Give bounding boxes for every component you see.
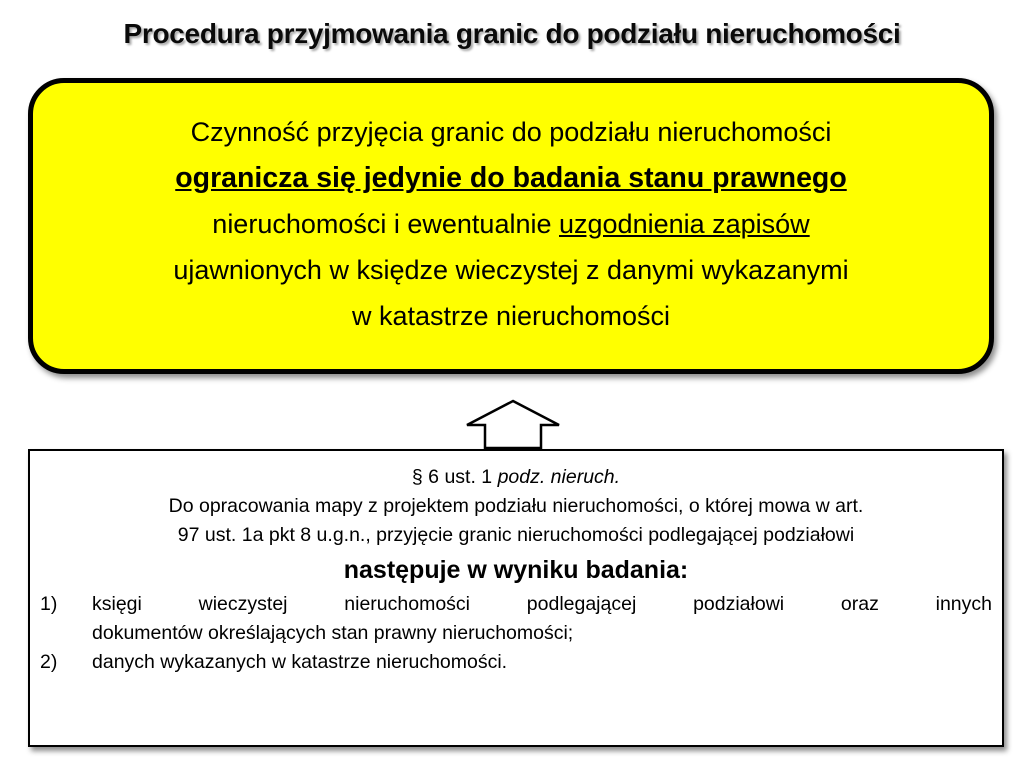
highlight-line-1: Czynność przyjęcia granic do podziału nieruchomości (190, 117, 832, 147)
highlight-line-2 (49, 155, 973, 201)
highlight-line-4: ujawnionych w księdze wieczystej z danymi wykazanymi (173, 255, 849, 285)
highlight-line-3 (49, 201, 973, 247)
legal-reference-act: podz. nieruch. (497, 466, 621, 488)
legal-reference-prefix: § 6 ust. 1 (411, 466, 498, 488)
list-item-line: dokumentów określających stan prawny nieruchomości; (92, 622, 574, 644)
list-item-line: danych wykazanych w katastrze nieruchomości. (92, 651, 508, 673)
list-item (40, 590, 992, 648)
highlight-line-5: w katastrze nieruchomości (351, 301, 671, 331)
legal-rule-box (28, 449, 1004, 747)
list-item-line: księgi wieczystej nieruchomości podlegającej podziałowi oraz innych (92, 593, 992, 615)
list-item-text (92, 590, 992, 648)
rule-body-line-2: 97 ust. 1a pkt 8 u.g.n., przyjęcie granic nieruchomości podlegającej podziałowi (177, 524, 855, 546)
highlight-emphasis: ogranicza się jedynie do badania stanu prawnego (175, 162, 847, 194)
list-item (40, 648, 992, 677)
rule-body-line-1: Do opracowania mapy z projektem podziału nieruchomości, o której mowa w art. (168, 495, 864, 517)
highlight-underlined-phrase: uzgodnienia zapisów (559, 209, 810, 239)
list-item-number: 1) (40, 593, 58, 615)
legal-reference (40, 463, 992, 492)
list-item-number: 2) (40, 651, 58, 673)
highlight-box (28, 78, 994, 374)
list-item-text (92, 648, 992, 677)
slide-title: Procedura przyjmowania granic do podziału nieruchomości (123, 18, 901, 49)
highlight-line-3-prefix: nieruchomości i ewentualnie (212, 209, 559, 239)
arrow-up-outline-icon (464, 399, 562, 449)
rule-bold-statement: następuje w wyniku badania: (343, 556, 689, 584)
